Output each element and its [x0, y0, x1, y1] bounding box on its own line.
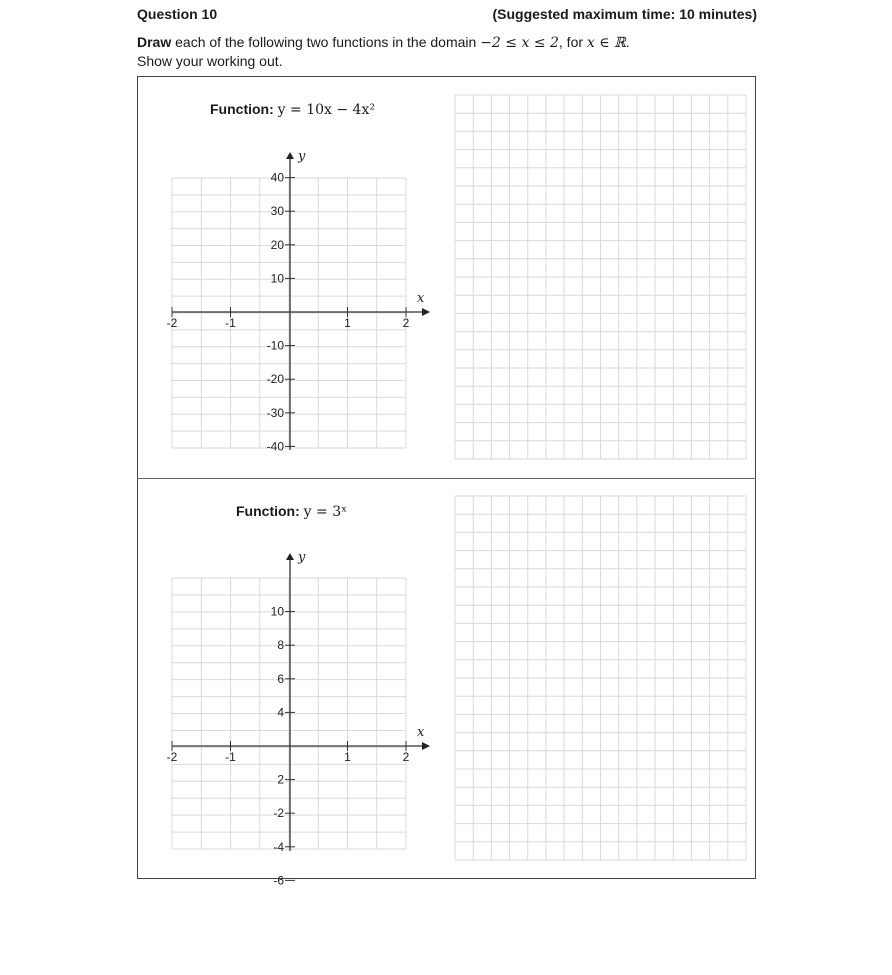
y-tick-label: 20: [270, 237, 284, 252]
y-tick-label: -10: [266, 338, 284, 353]
domain-expression: −2 ≤ x ≤ 2: [480, 35, 559, 51]
x-tick-label: 1: [344, 750, 351, 764]
y-axis-label: y: [298, 149, 306, 164]
function-formula-1: y = 10x − 4x²: [277, 102, 375, 118]
y-tick-label: 8: [277, 638, 284, 653]
instruction-text-end: .: [625, 34, 630, 50]
x-tick-label: 1: [344, 316, 351, 330]
instruction-line-2: Show your working out.: [137, 53, 283, 69]
y-tick-label: 2: [277, 772, 284, 787]
y-tick-label: -20: [266, 372, 284, 387]
x-tick-label: -1: [225, 750, 236, 764]
y-axis-label: y: [298, 550, 306, 565]
y-tick-label: 6: [277, 671, 284, 686]
x-tick-label: 2: [402, 316, 410, 330]
x-tick-label: -1: [225, 316, 236, 330]
y-tick-label: 40: [270, 170, 284, 185]
y-axis-arrow: [286, 152, 294, 159]
set-expression: x ∈ ℝ: [586, 35, 626, 51]
y-tick-label: -30: [266, 405, 284, 420]
x-axis-label: x: [417, 725, 425, 740]
y-axis-arrow: [286, 553, 294, 560]
suggested-time: (Suggested maximum time: 10 minutes): [492, 6, 757, 22]
function-prefix-1: Function:: [210, 101, 274, 117]
x-axis-arrow: [422, 308, 430, 316]
y-tick-label: -4: [273, 839, 284, 854]
instruction-bold-word: Draw: [137, 34, 172, 50]
x-axis-arrow: [422, 742, 430, 750]
x-tick-label: -2: [166, 316, 178, 330]
y-tick-label: -6: [273, 873, 284, 888]
y-tick-label: -2: [273, 806, 284, 821]
y-tick-label: 4: [277, 705, 284, 720]
y-tick-label: -40: [266, 439, 284, 454]
function-formula-2: y = 3ˣ: [303, 504, 348, 520]
instruction-text: each of the following two functions in the domain: [171, 34, 481, 50]
function-prefix-2: Function:: [236, 503, 300, 519]
y-tick-label: 10: [270, 604, 284, 619]
y-tick-label: 30: [270, 204, 284, 219]
x-tick-label: -2: [166, 750, 178, 764]
instruction-text-mid: , for: [558, 34, 587, 50]
y-tick-label: 10: [270, 271, 284, 286]
x-tick-label: 2: [402, 750, 410, 764]
x-axis-label: x: [417, 291, 425, 306]
question-number: Question 10: [137, 6, 218, 22]
